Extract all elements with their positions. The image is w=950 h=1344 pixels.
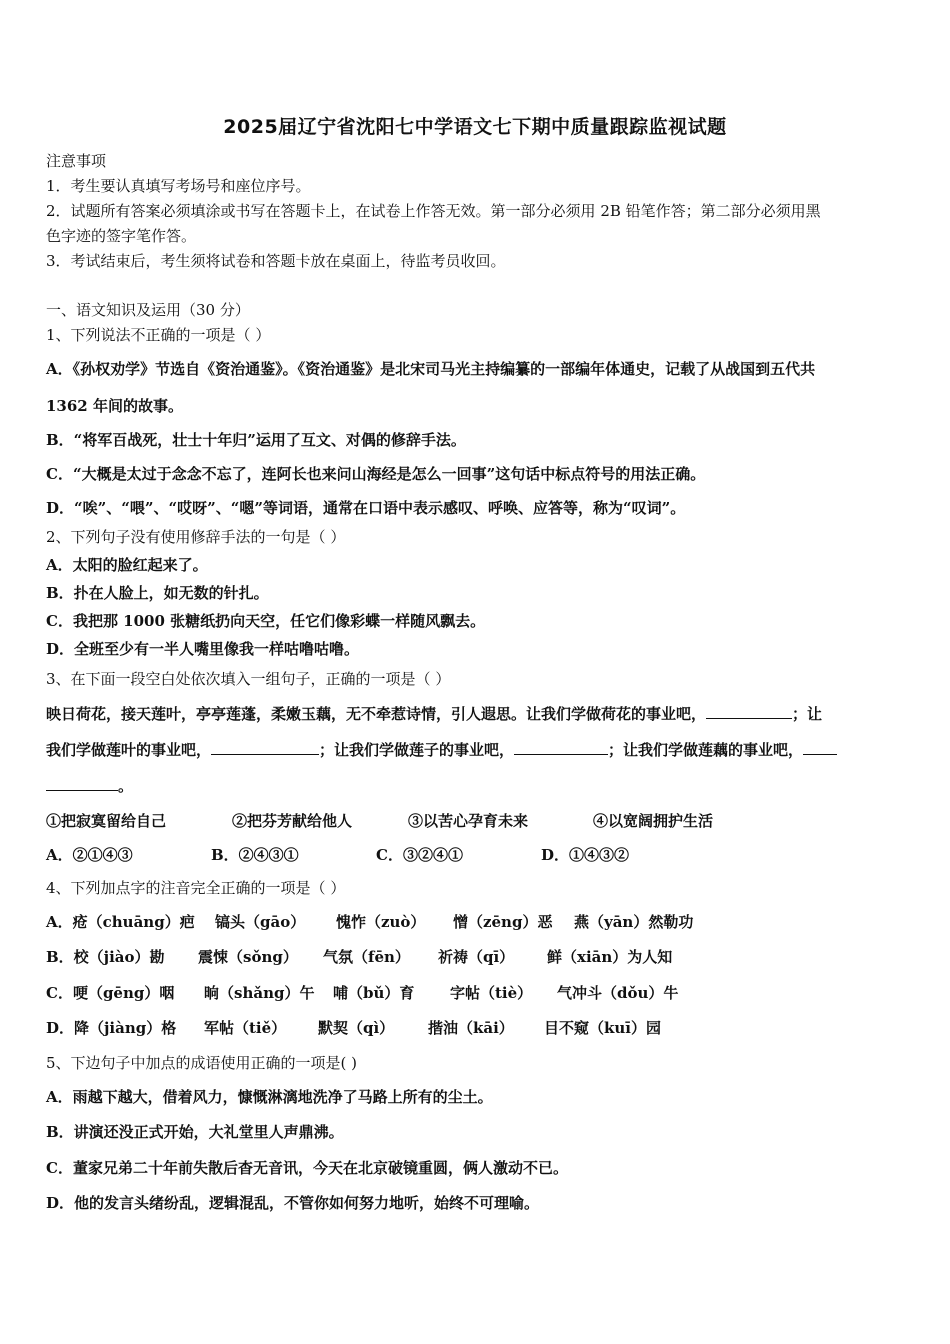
option-d: D．“唉”、“喂”、“哎呀”、“嗯”等词语，通常在口语中表示感叹、呼唤、应答等，称为“叹词”。: [46, 499, 686, 517]
pinyin-item: 揩油（kāi）: [428, 1019, 514, 1037]
pinyin-item: 镐头（gāo）: [215, 913, 306, 931]
pinyin-item: 鲜（xiān）为人知: [547, 948, 673, 966]
option-c: C．“大概是太过于念念不忘了，连阿长也来问山海经是怎么一回事”这句话中标点符号的用法正确。: [46, 465, 706, 483]
answer-options: [46, 845, 629, 865]
choice-item: ①把寂寞留给自己: [46, 812, 167, 830]
pinyin-item: A．疮（chuāng）疤: [46, 913, 195, 931]
pinyin-item: 憎（zēng）恶: [453, 913, 553, 931]
option-a: [46, 912, 693, 932]
passage-line: [46, 740, 837, 760]
question-stem: 3、在下面一段空白处依次填入一组句子，正确的一项是（ ）: [46, 670, 451, 688]
option-a: A．《孙权劝学》节选自《资治通鉴》。《资治通鉴》是北宋司马光主持编纂的一部编年体通史，记载了从战国到五代共: [46, 360, 816, 378]
option-b: B．“将军百战死，壮士十年归”运用了互文、对偶的修辞手法。: [46, 431, 466, 449]
option-a-continued: 1362 年间的故事。: [46, 397, 183, 415]
section-heading: 一、语文知识及运用（30 分）: [46, 301, 250, 319]
pinyin-item: 愧怍（zuò）: [336, 913, 426, 931]
option-c: C．我把那 1000 张糖纸扔向天空，任它们像彩蝶一样随风飘去。: [46, 612, 486, 630]
option-c: C．董家兄弟二十年前失散后杳无音讯，今天在北京破镜重圆，俩人激动不已。: [46, 1159, 568, 1177]
answer-blank-continued[interactable]: [46, 776, 118, 791]
option-d: D．全班至少有一半人嘴里像我一样咕噜咕噜。: [46, 640, 360, 658]
option-b: B．②④③①: [211, 846, 299, 864]
option-b: B．扑在人脸上，如无数的针扎。: [46, 584, 269, 602]
pinyin-item: B．校（jiào）勘: [46, 948, 165, 966]
passage-line: [46, 704, 822, 724]
option-b: [46, 947, 672, 967]
pinyin-item: 震悚（sǒng）: [198, 948, 298, 966]
option-b: B．讲演还没正式开始，大礼堂里人声鼎沸。: [46, 1123, 344, 1141]
answer-blank[interactable]: [706, 704, 792, 719]
notice-heading: 注意事项: [46, 152, 107, 170]
passage-text: 。: [118, 777, 134, 795]
choice-list: [46, 811, 713, 831]
passage-text: 映日荷花，接天莲叶，亭亭莲蓬，柔嫩玉藕，无不牵惹诗情，引人遐思。让我们学做荷花的事业吧，: [46, 705, 707, 723]
option-a: A．②①④③: [46, 846, 133, 864]
pinyin-item: C．哽（gēng）咽: [46, 984, 175, 1002]
question-stem: 5、下边句子中加点的成语使用正确的一项是( ): [46, 1054, 358, 1072]
notice-item: 1．考生要认真填写考场号和座位序号。: [46, 177, 311, 195]
passage-text: ；让: [792, 705, 823, 723]
pinyin-item: 燕（yān）然勒功: [574, 913, 694, 931]
pinyin-item: D．降（jiàng）格: [46, 1019, 177, 1037]
option-a: A．太阳的脸红起来了。: [46, 556, 208, 574]
pinyin-item: 军帖（tiě）: [204, 1019, 287, 1037]
option-c: C．③②④①: [376, 846, 463, 864]
question-stem: 2、下列句子没有使用修辞手法的一句是（ ）: [46, 528, 346, 546]
choice-item: ②把芬芳献给他人: [232, 812, 353, 830]
pinyin-item: 晌（shǎng）午: [204, 984, 315, 1002]
option-d: [46, 1018, 661, 1038]
pinyin-item: 祈祷（qī）: [438, 948, 515, 966]
notice-item: 色字迹的签字笔作答。: [46, 227, 197, 245]
notice-item: 2．试题所有答案必须填涂或书写在答题卡上，在试卷上作答无效。第一部分必须用 2B 铅笔作答；第二部分必须用黑: [46, 202, 821, 220]
pinyin-item: 气冲斗（dǒu）牛: [557, 984, 679, 1002]
answer-blank[interactable]: [514, 740, 608, 755]
question-stem: 4、下列加点字的注音完全正确的一项是（ ）: [46, 879, 346, 897]
choice-item: ④以宽阔拥护生活: [593, 812, 714, 830]
pinyin-item: 哺（bǔ）育: [333, 984, 415, 1002]
choice-item: ③以苦心孕育未来: [408, 812, 529, 830]
answer-blank[interactable]: [803, 740, 837, 755]
option-d: D．①④③②: [541, 846, 630, 864]
pinyin-item: 默契（qì）: [318, 1019, 395, 1037]
option-d: D．他的发言头绪纷乱，逻辑混乱，不管你如何努力地听，始终不可理喻。: [46, 1194, 540, 1212]
notice-item: 3．考试结束后，考生须将试卷和答题卡放在桌面上，待监考员收回。: [46, 252, 506, 270]
passage-text: ；让我们学做莲子的事业吧，: [319, 741, 515, 759]
passage-text: 我们学做莲叶的事业吧，: [46, 741, 212, 759]
passage-text: ；让我们学做莲藕的事业吧，: [608, 741, 804, 759]
passage-line: [46, 776, 133, 796]
answer-blank[interactable]: [211, 740, 319, 755]
pinyin-item: 字帖（tiè）: [450, 984, 533, 1002]
pinyin-item: 气氛（fēn）: [323, 948, 410, 966]
page-title: 2025届辽宁省沈阳七中学语文七下期中质量跟踪监视试题: [223, 116, 727, 138]
option-a: A．雨越下越大，借着风力，慷慨淋漓地洗净了马路上所有的尘土。: [46, 1088, 493, 1106]
option-c: [46, 983, 678, 1003]
pinyin-item: 目不窥（kuī）园: [544, 1019, 661, 1037]
question-stem: 1、下列说法不正确的一项是（ ）: [46, 326, 271, 344]
